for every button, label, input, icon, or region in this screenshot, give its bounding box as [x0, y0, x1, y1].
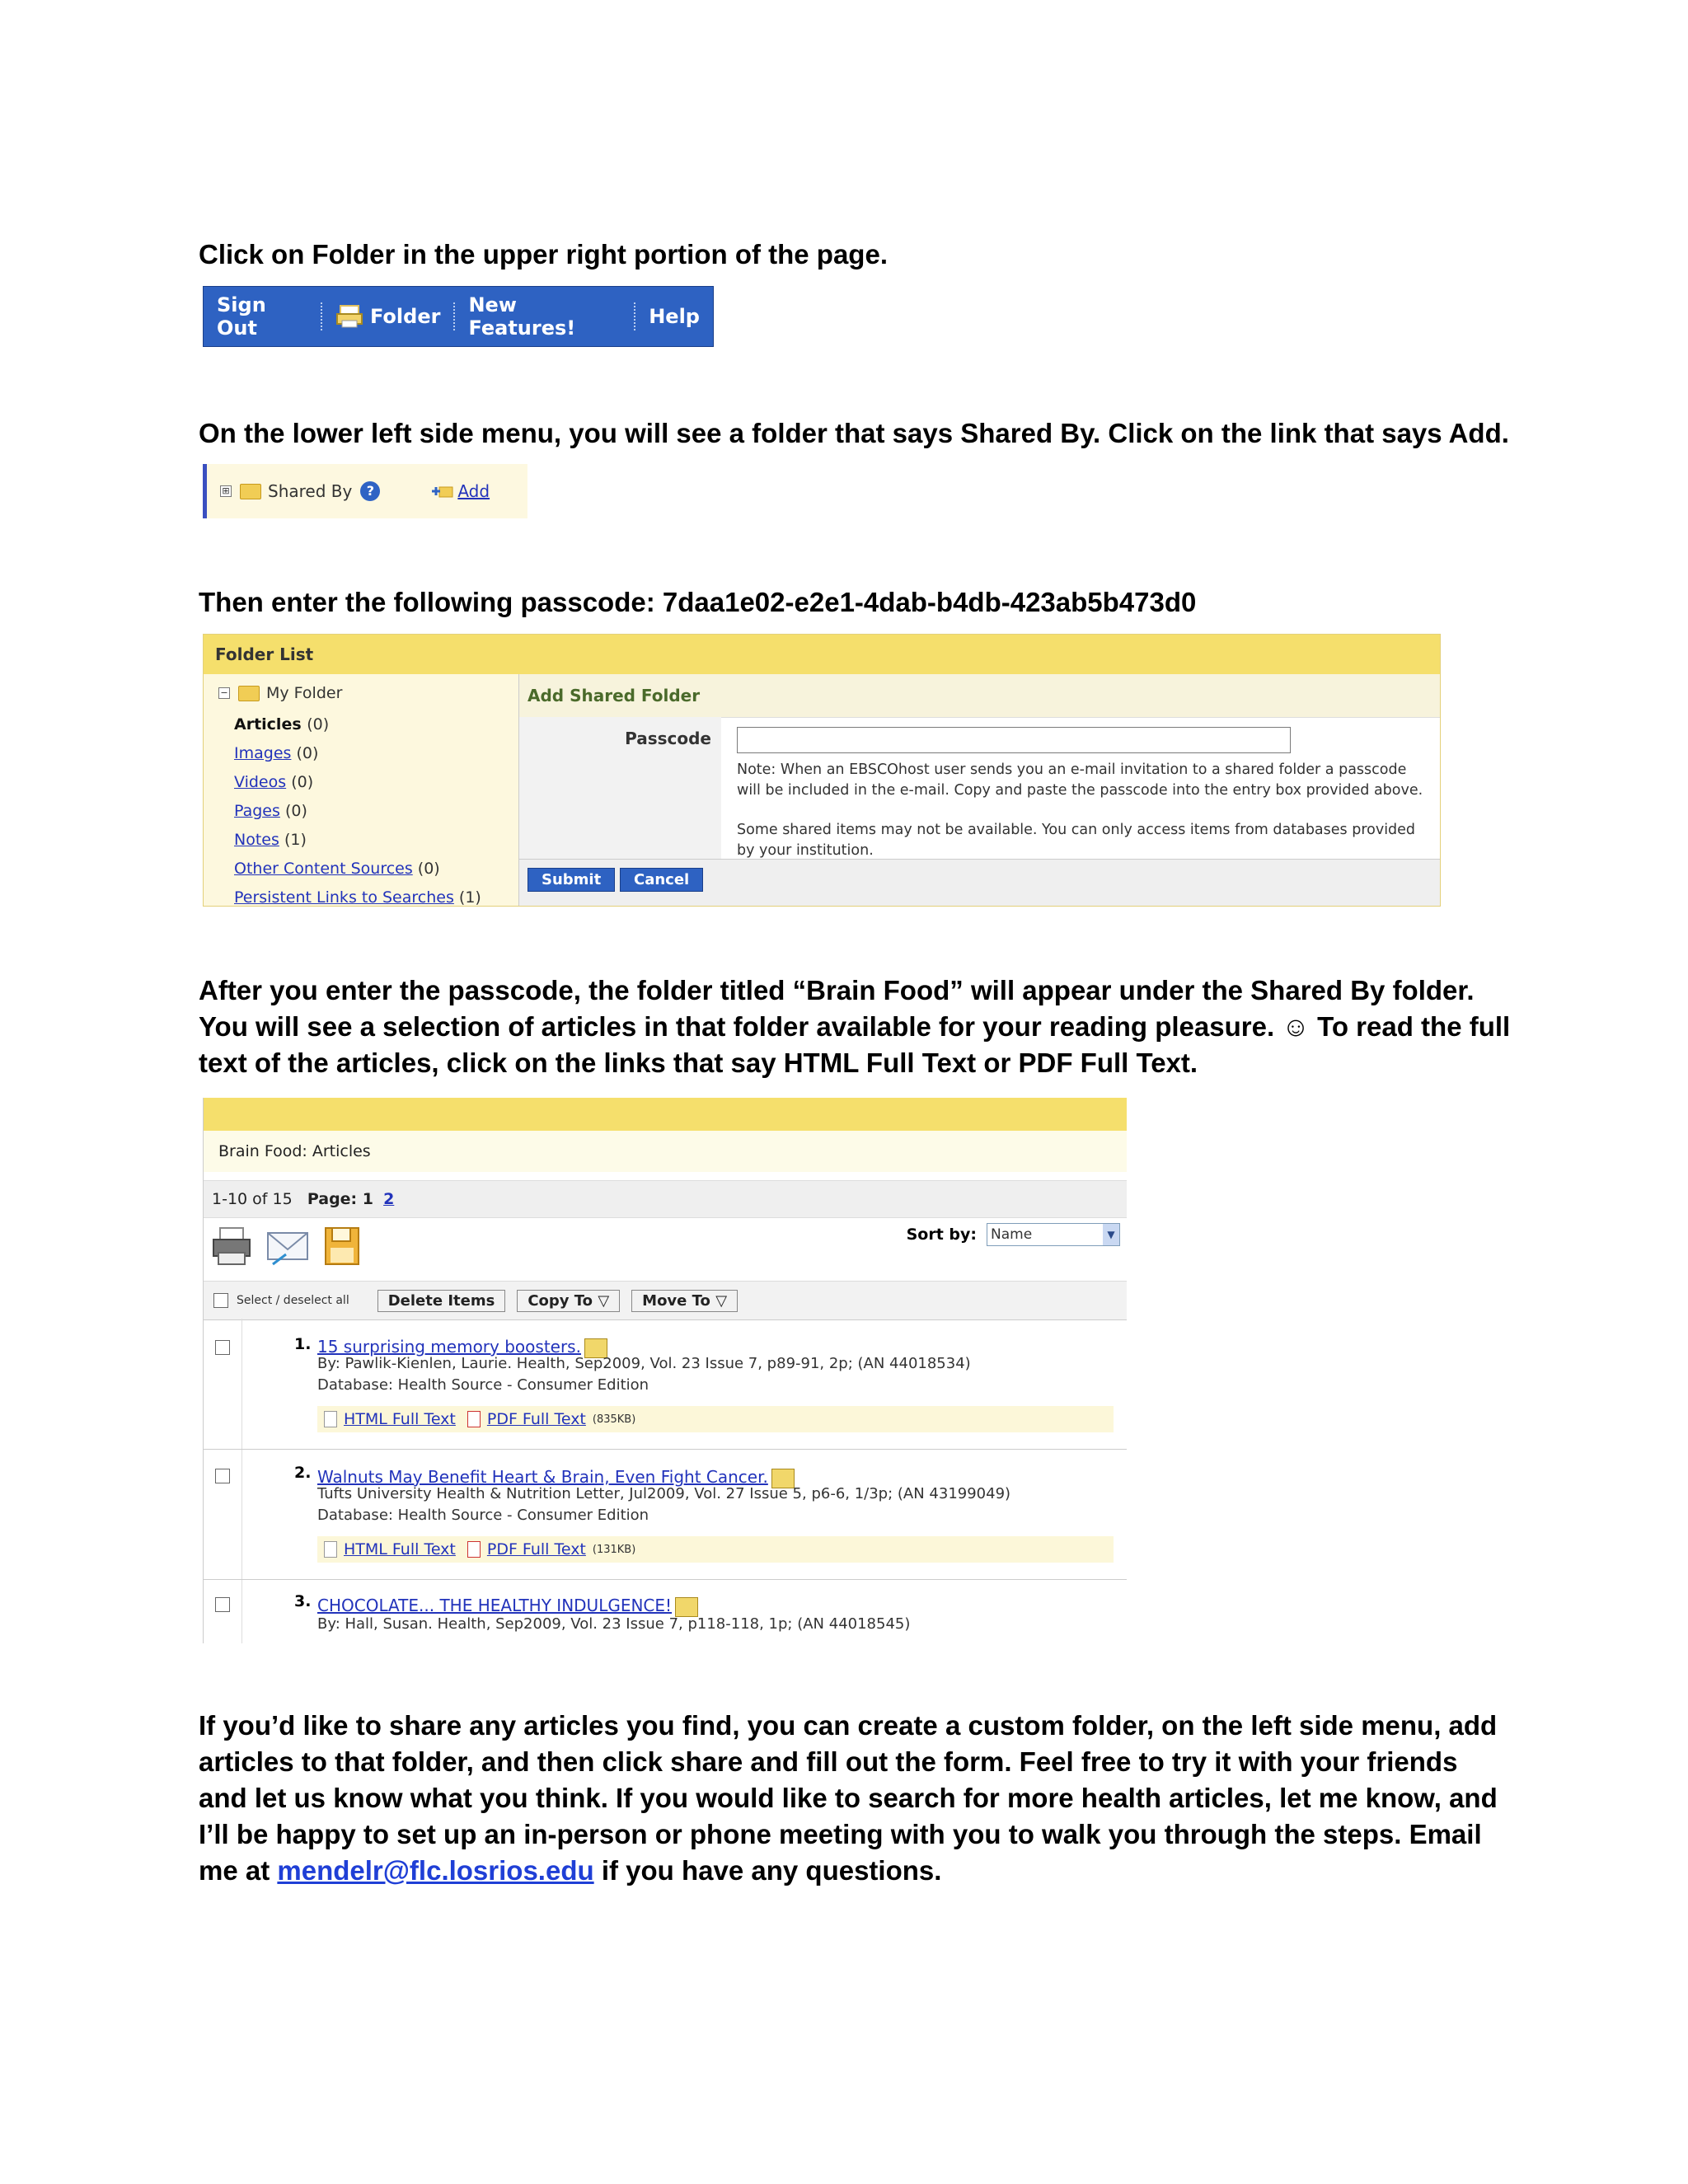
shared-by-label: Shared By — [268, 481, 353, 501]
result-checkbox[interactable] — [215, 1597, 230, 1612]
folder-item-count: (1) — [284, 831, 307, 849]
text-line: If you’d like to share any articles you find, you can create a custom folder, on the left side menu, add — [199, 1710, 1498, 1741]
new-features-label: New Features! — [468, 293, 576, 340]
page-2-link[interactable]: 2 — [383, 1190, 395, 1208]
move-to-button[interactable] — [631, 1290, 738, 1312]
full-text-links — [317, 1536, 1114, 1563]
folder-item-label[interactable]: Videos — [234, 773, 287, 791]
result-database: Database: Health Source - Consumer Edition — [317, 1507, 649, 1524]
html-full-text-icon — [324, 1541, 337, 1558]
expand-icon[interactable]: ⊞ — [220, 485, 232, 497]
folder-item-count: (0) — [291, 773, 314, 791]
chevron-down-icon: ▽ — [715, 1291, 728, 1310]
result-byline: Tufts University Health & Nutrition Letter, Jul2009, Vol. 27 Issue 5, p6-6, 1/3p; (AN 43199049) — [317, 1485, 1011, 1502]
result-checkbox[interactable] — [215, 1469, 230, 1483]
text-line: After you enter the passcode, the folder titled “Brain Food” will appear under the Shared By folder. — [199, 975, 1475, 1005]
folder-icon — [240, 484, 261, 499]
note-line: by your institution. — [737, 842, 874, 859]
result-row — [204, 1579, 1127, 1643]
result-title-text: Walnuts May Benefit Heart & Brain, Even Fight Cancer. — [317, 1467, 768, 1487]
text-fragment: if you have any questions. — [593, 1855, 942, 1886]
file-size: (835KB) — [592, 1413, 636, 1426]
email-icon[interactable] — [265, 1225, 311, 1268]
submit-button[interactable]: Submit — [528, 868, 615, 892]
folder-item-images[interactable] — [234, 744, 318, 762]
my-folder-node[interactable] — [218, 684, 342, 702]
results-count: 1-10 of 15 — [212, 1190, 293, 1208]
sign-out-button[interactable] — [204, 287, 321, 346]
sort-select[interactable] — [987, 1223, 1120, 1246]
my-folder-label: My Folder — [266, 684, 343, 702]
instruction-brain-food — [199, 972, 1510, 1081]
html-full-text-icon — [324, 1411, 337, 1427]
result-number: 1. — [294, 1335, 312, 1353]
folder-list-panel — [203, 634, 1441, 907]
shared-by-row — [203, 464, 528, 518]
result-checkbox[interactable] — [215, 1340, 230, 1355]
result-number: 2. — [294, 1464, 312, 1482]
folder-item-count: (0) — [296, 744, 319, 762]
copy-to-button[interactable] — [517, 1290, 620, 1312]
save-icon[interactable] — [322, 1225, 362, 1268]
form-title: Add Shared Folder — [519, 674, 1440, 718]
folder-tree — [204, 674, 518, 906]
sort-control — [907, 1223, 1120, 1246]
print-icon[interactable] — [210, 1225, 253, 1268]
folder-item-label[interactable]: Pages — [234, 802, 280, 820]
folder-printer-icon — [335, 304, 363, 329]
text-fragment: me at — [199, 1855, 278, 1886]
html-full-text-link[interactable]: HTML Full Text — [344, 1410, 456, 1428]
folder-item-count: (1) — [458, 888, 481, 907]
chevron-down-icon[interactable]: ▼ — [1103, 1224, 1119, 1245]
text-line: I’ll be happy to set up an in-person or phone meeting with you to walk you through the steps. Email — [199, 1819, 1482, 1849]
folder-item-label[interactable]: Notes — [234, 831, 279, 849]
passcode-label-cell — [519, 717, 721, 859]
folder-item-label: Articles — [234, 715, 302, 733]
pagination-bar — [204, 1180, 1127, 1218]
instruction-passcode: Then enter the following passcode: 7daa1e02-e2e1-4dab-b4db-423ab5b473d0 — [199, 587, 1197, 617]
result-row — [204, 1319, 1127, 1450]
collapse-icon[interactable]: − — [218, 687, 230, 699]
html-full-text-link[interactable]: HTML Full Text — [344, 1540, 456, 1558]
cancel-button[interactable]: Cancel — [620, 868, 703, 892]
folder-item-label[interactable]: Images — [234, 744, 292, 762]
text-line: text of the articles, click on the links that say HTML Full Text or PDF Full Text. — [199, 1047, 1198, 1078]
text-line: You will see a selection of articles in that folder available for your reading pleasure. ☺ To read the full — [199, 1011, 1511, 1042]
sort-label: Sort by: — [906, 1226, 977, 1244]
folder-list-header: Folder List — [204, 635, 1440, 674]
chevron-down-icon: ▽ — [598, 1291, 610, 1310]
result-row — [204, 1449, 1127, 1580]
sort-value: Name — [991, 1226, 1033, 1243]
note-line: Some shared items may not be available. You can only access items from databases provided — [737, 822, 1416, 838]
folder-item-label[interactable]: Persistent Links to Searches — [234, 888, 454, 907]
text-line: and let us know what you think. If you would like to search for more health articles, let me know, and — [199, 1783, 1498, 1813]
folder-item-articles[interactable] — [234, 715, 329, 733]
delete-items-button[interactable]: Delete Items — [377, 1290, 506, 1312]
breadcrumb: Brain Food: Articles — [204, 1131, 1127, 1172]
select-all-checkbox[interactable] — [213, 1293, 228, 1308]
panel-header-bar — [204, 1098, 1127, 1131]
result-title[interactable] — [317, 1596, 698, 1617]
folder-button[interactable] — [322, 287, 453, 346]
pdf-full-text-link[interactable]: PDF Full Text — [486, 1540, 586, 1558]
text-line: articles to that folder, and then click share and fill out the form. Feel free to try it with your friends — [199, 1746, 1458, 1777]
result-byline: By: Pawlik-Kienlen, Laurie. Health, Sep2009, Vol. 23 Issue 7, p89-91, 2p; (AN 44018534) — [317, 1355, 971, 1372]
closing-paragraph — [199, 1708, 1498, 1889]
email-link[interactable]: mendelr@flc.losrios.edu — [277, 1855, 594, 1886]
passcode-label: Passcode — [625, 729, 711, 748]
text-line — [199, 1853, 1498, 1889]
copy-to-label: Copy To — [528, 1291, 593, 1310]
folder-item-label[interactable]: Other Content Sources — [234, 860, 413, 878]
folder-label: Folder — [370, 305, 441, 328]
preview-icon[interactable] — [675, 1597, 698, 1617]
folder-item-count: (0) — [284, 802, 307, 820]
folder-item-pages[interactable] — [234, 802, 307, 820]
note-line: Note: When an EBSCOhost user sends you an e-mail invitation to a shared folder a passcode — [737, 762, 1407, 778]
add-link[interactable] — [431, 481, 490, 501]
pdf-full-text-link[interactable]: PDF Full Text — [486, 1410, 586, 1428]
folder-icon — [238, 686, 260, 701]
result-number: 3. — [294, 1592, 312, 1610]
new-features-button[interactable] — [455, 287, 634, 346]
full-text-links — [317, 1406, 1114, 1432]
result-database: Database: Health Source - Consumer Edition — [317, 1376, 649, 1394]
instruction-folder: Click on Folder in the upper right portion of the page. — [199, 239, 888, 269]
note-line: will be included in the e-mail. Copy and paste the passcode into the entry box provided above. — [737, 782, 1423, 799]
top-toolbar — [203, 286, 714, 347]
folder-item-count: (0) — [417, 860, 440, 878]
instruction-shared-by: On the lower left side menu, you will see a folder that says Shared By. Click on the link that says Add. — [199, 418, 1509, 448]
pdf-icon — [467, 1411, 481, 1427]
folder-item-videos[interactable] — [234, 773, 313, 791]
folder-item-count: (0) — [307, 715, 330, 733]
sign-out-label: Sign Out — [217, 293, 266, 340]
folder-item-notes[interactable] — [234, 831, 307, 849]
move-to-label: Move To — [642, 1291, 710, 1310]
add-link-label[interactable]: Add — [457, 481, 490, 501]
pdf-icon — [467, 1541, 481, 1558]
passcode-input[interactable] — [737, 727, 1291, 753]
file-size: (131KB) — [592, 1543, 636, 1556]
folder-item-other-content[interactable] — [234, 860, 440, 878]
folder-item-persistent-links[interactable] — [234, 888, 481, 907]
passcode-note — [737, 760, 1423, 861]
help-button[interactable] — [635, 287, 713, 346]
select-all-label: Select / deselect all — [237, 1294, 349, 1307]
add-folder-icon — [431, 484, 454, 499]
help-icon[interactable]: ? — [360, 481, 380, 501]
add-shared-folder-form — [518, 674, 1440, 906]
form-actions — [519, 859, 1440, 906]
result-title-text: CHOCOLATE... THE HEALTHY INDULGENCE! — [317, 1596, 673, 1615]
brain-food-panel — [203, 1098, 1127, 1643]
help-label: Help — [649, 305, 700, 328]
action-icons — [210, 1225, 362, 1268]
result-byline: By: Hall, Susan. Health, Sep2009, Vol. 23 Issue 7, p118-118, 1p; (AN 44018545) — [317, 1615, 911, 1633]
result-title-text: 15 surprising memory boosters. — [317, 1337, 581, 1357]
page-label: Page: 1 — [307, 1190, 373, 1208]
bulk-actions-bar — [204, 1281, 1127, 1320]
